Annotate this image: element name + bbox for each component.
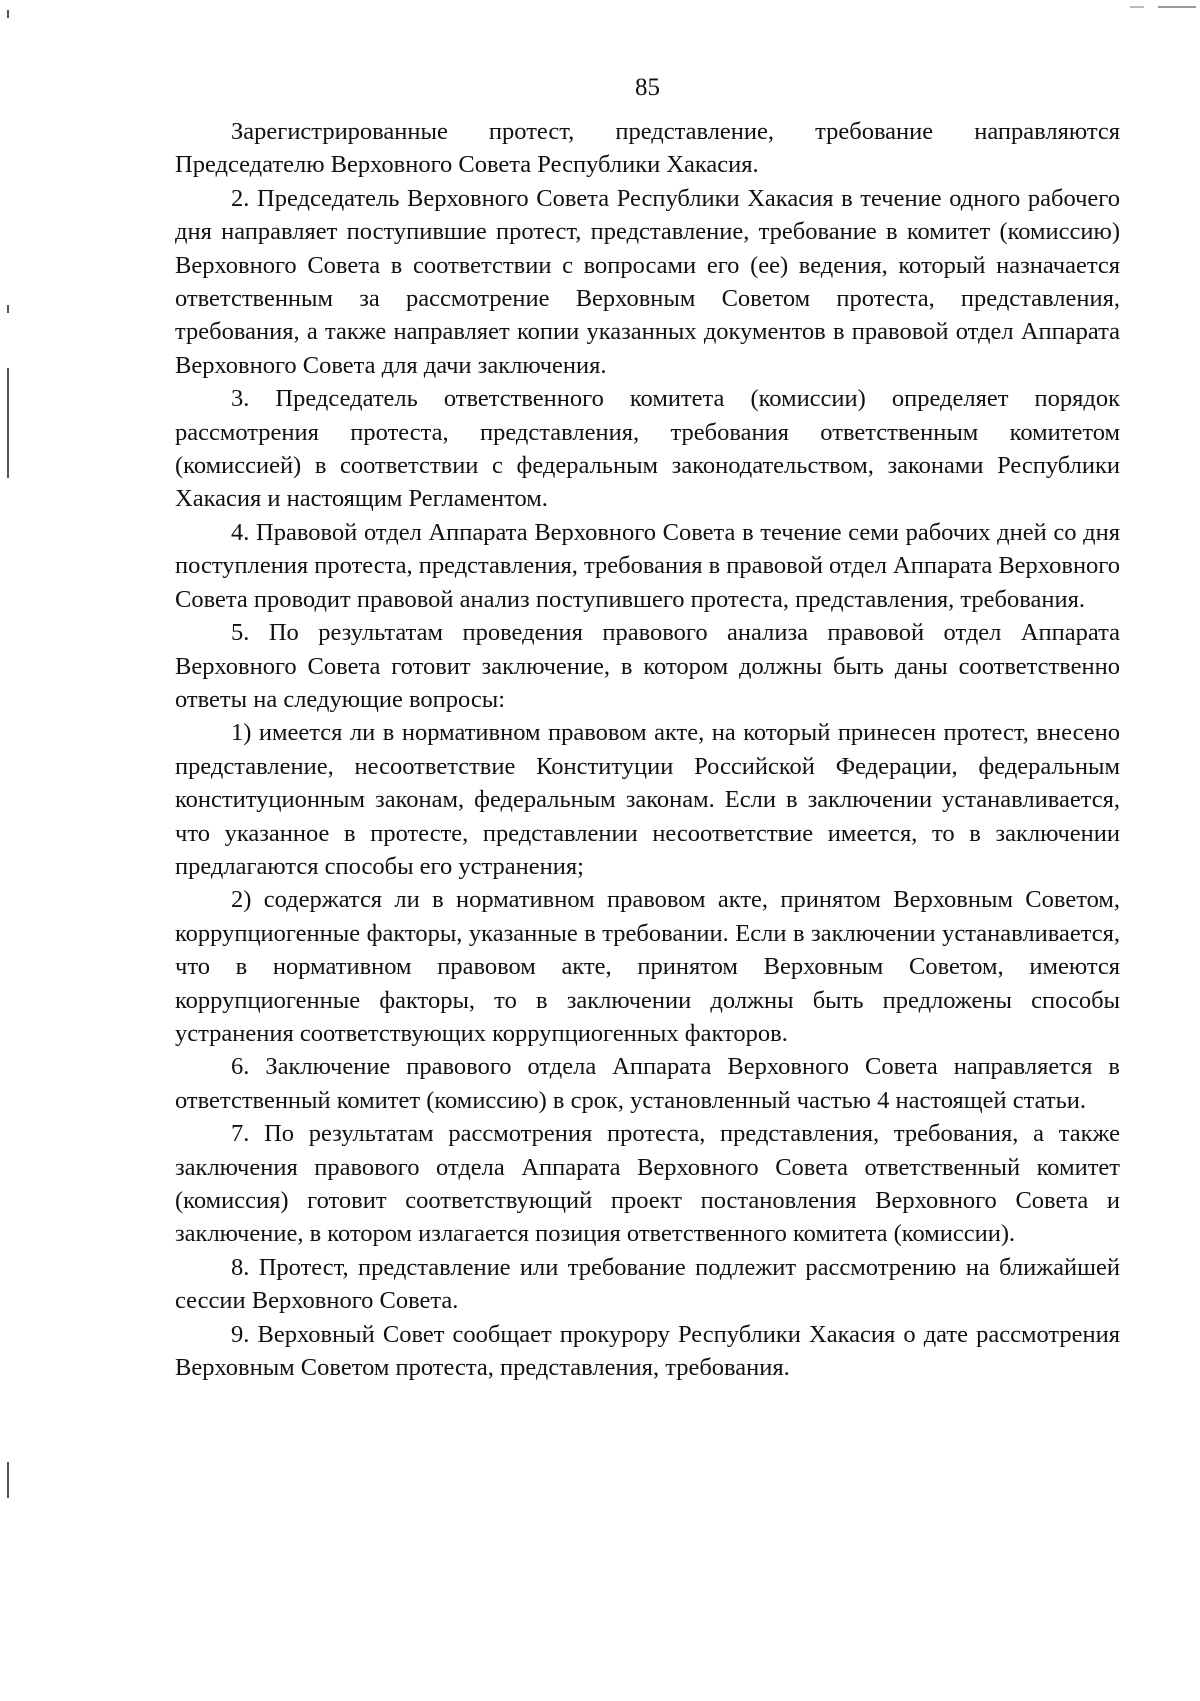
- scan-artifact: [7, 368, 9, 478]
- paragraph: 2) содержатся ли в нормативном правовом акте, принятом Верховным Советом, коррупциогенные факторы, указанные в требовании. Если в заключении устанавливается, что в нормативном правовом акте, принятом Верховным Советом, имеются коррупциогенные факторы, то в заключении должны быть предложены способы устранения соответствующих коррупциогенных факторов.: [175, 886, 1120, 1047]
- scan-artifact: [7, 10, 9, 18]
- scan-artifact: [7, 305, 9, 313]
- scan-artifact: [1158, 6, 1196, 8]
- paragraph: 7. По результатам рассмотрения протеста, представления, требования, а также заключения правового отдела Аппарата Верховного Совета ответственный комитет (комиссия) готовит соответствующий проект постановления Верховного Совета и заключение, в котором излагается позиция ответственного комитета (комиссии).: [175, 1120, 1120, 1248]
- paragraph: 5. По результатам проведения правового анализа правовой отдел Аппарата Верховного Совета готовит заключение, в котором должны быть даны соответственно ответы на следующие вопросы:: [175, 619, 1120, 713]
- paragraph: 3. Председатель ответственного комитета (комиссии) определяет порядок рассмотрения протеста, представления, требования ответственным комитетом (комиссией) в соответствии с федеральным законодательством, законами Республики Хакасия и настоящим Регламентом.: [175, 385, 1120, 513]
- paragraph: 1) имеется ли в нормативном правовом акте, на который принесен протест, внесено представление, несоответствие Конституции Российской Федерации, федеральным конституционным законам, федеральным законам. Если в заключении устанавливается, что указанное в протесте, представлении несоответствие имеется, то в заключении предлагаются способы его устранения;: [175, 719, 1120, 880]
- scan-artifact: [7, 1462, 9, 1498]
- paragraph: 9. Верховный Совет сообщает прокурору Республики Хакасия о дате рассмотрения Верховным Советом протеста, представления, требования.: [175, 1320, 1120, 1382]
- document-body: [175, 115, 1120, 1384]
- page-number: 85: [635, 74, 660, 101]
- paragraph: 8. Протест, представление или требование подлежит рассмотрению на ближайшей сессии Верховного Совета.: [175, 1253, 1120, 1315]
- paragraph: 6. Заключение правового отдела Аппарата Верховного Совета направляется в ответственный комитет (комиссию) в срок, установленный частью 4 настоящей статьи.: [175, 1053, 1120, 1114]
- paragraph: 2. Председатель Верховного Совета Республики Хакасия в течение одного рабочего дня направляет поступившие протест, представление, требование в комитет (комиссию) Верховного Совета в соответствии с вопросами его (ее) ведения, который назначается ответственным за рассмотрение Верховным Советом протеста, представления, требования, а также направляет копии указанных документов в правовой отдел Аппарата Верховного Совета для дачи заключения.: [175, 184, 1120, 379]
- paragraph: 4. Правовой отдел Аппарата Верховного Совета в течение семи рабочих дней со дня поступления протеста, представления, требования в правовой отдел Аппарата Верховного Совета проводит правовой анализ поступившего протеста, представления, требования.: [175, 518, 1120, 613]
- paragraph: Зарегистрированные протест, представление, требование направляются Председателю Верховного Совета Республики Хакасия.: [175, 118, 1120, 179]
- scan-artifact: [1130, 6, 1144, 8]
